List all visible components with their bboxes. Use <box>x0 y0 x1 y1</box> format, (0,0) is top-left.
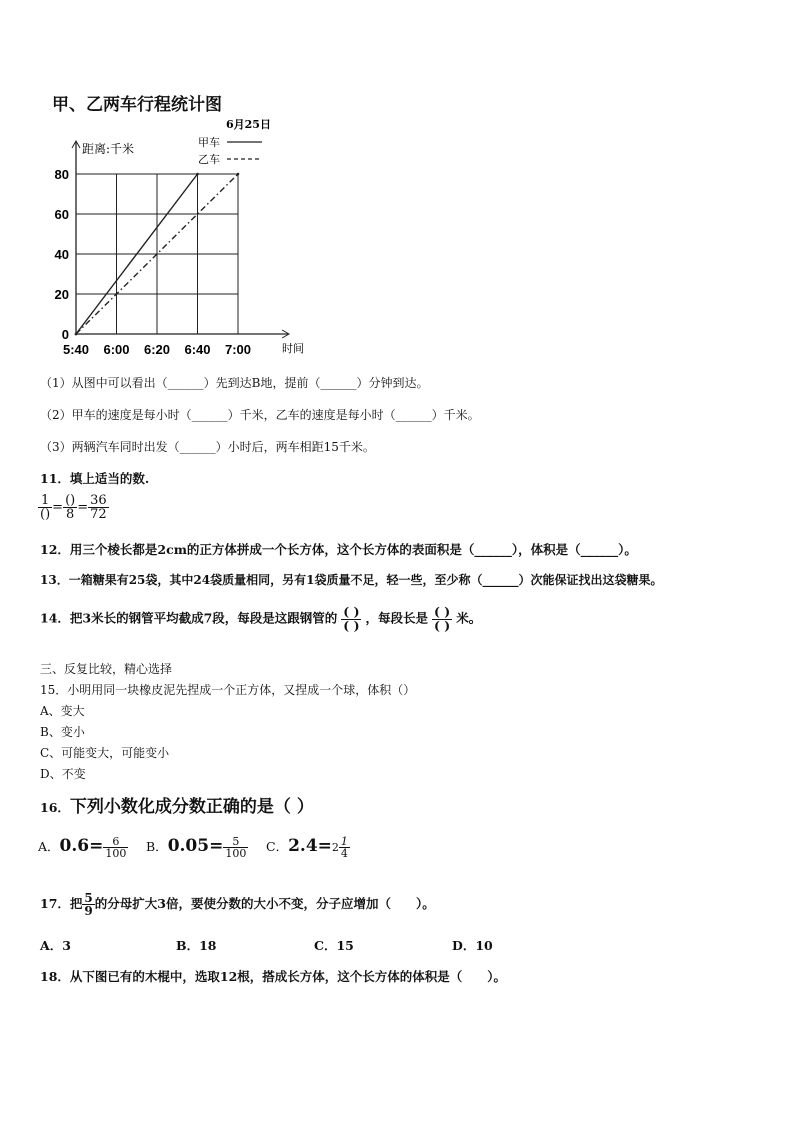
q12-text: 12．用三个棱长都是2cm的正方体拼成一个长方体，这个长方体的表面积是（______），体积是（______）。 <box>40 542 637 557</box>
section3-heading: 三、反复比较，精心选择 <box>40 662 173 676</box>
q16-option-c: C．2.4=2 $\frac{1}{4}$ <box>266 835 348 860</box>
q11-title: 11．填上适当的数. <box>40 471 150 486</box>
q14-text: 14．把3米长的钢管平均截成7段，每段是这跟钢管的 $\frac{( )}{( )}$ ，每段长是 $\frac{( )}{( )}$ 米。 <box>40 604 482 633</box>
q11-fraction-2: $\frac{()}{8}$ <box>65 493 76 522</box>
q10-part1: （1）从图中可以看出（______）先到达B地，提前（______）分钟到达。 <box>40 376 429 390</box>
q14-fraction-blank-2: $\frac{( )}{( )}$ <box>434 604 451 633</box>
legend-label: 乙车 <box>198 153 220 166</box>
q11-fraction-1: $\frac{1}{()}$ <box>40 493 51 522</box>
q17-option-a: A．3 <box>40 938 71 953</box>
q17-stem: 17．把 $\frac{5}{9}$ 的分母扩大3倍，要使分数的大小不变，分子应增加（ ）。 <box>40 891 435 918</box>
y-tick-label: 0 <box>61 327 69 342</box>
q16-option-a: A．0.6= $\frac{6}{100}$ <box>38 835 127 860</box>
q11-fraction-3: $\frac{36}{72}$ <box>90 493 107 522</box>
q17-fraction: $\frac{5}{9}$ <box>84 891 93 918</box>
q16-option-b: B．0.05= $\frac{5}{100}$ <box>146 835 247 860</box>
q15-option-b: B、变小 <box>40 725 85 739</box>
x-tick-label: 6:20 <box>143 342 171 357</box>
x-tick-label: 5:40 <box>62 342 90 357</box>
y-tick-label: 60 <box>54 207 69 222</box>
legend-label: 甲车 <box>198 136 220 149</box>
q10-part3: （3）两辆汽车同时出发（______）小时后，两车相距15千米。 <box>40 440 375 454</box>
data-point <box>237 173 240 176</box>
q11-fractions: $\frac{1}{()}$ = $\frac{()}{8}$ = $\frac{36}{72}$ <box>40 493 107 522</box>
q14-fraction-blank-1: $\frac{( )}{( )}$ <box>343 604 360 633</box>
x-axis-label: 时间 <box>282 342 304 355</box>
chart-title: 甲、乙两车行程统计图 <box>52 95 222 115</box>
y-tick-label: 20 <box>54 287 69 302</box>
chart-date: 6月25日 <box>226 118 271 131</box>
q17-option-c: C．15 <box>314 938 354 953</box>
q17-option-b: B．18 <box>176 938 217 953</box>
x-tick-label: 7:00 <box>224 342 252 357</box>
x-tick-label: 6:00 <box>103 342 130 357</box>
q17-option-d: D．10 <box>452 938 493 953</box>
q15-option-d: D、不变 <box>40 767 86 781</box>
q10-part2: （2）甲车的速度是每小时（______）千米，乙车的速度是每小时（______）千米。 <box>40 408 480 422</box>
q18-text: 18．从下图已有的木棍中，选取12根，搭成长方体，这个长方体的体积是（ ）。 <box>40 969 507 984</box>
y-tick-label: 40 <box>54 247 69 262</box>
x-tick-label: 6:40 <box>184 342 211 357</box>
travel-line-chart <box>40 112 320 362</box>
data-point <box>75 333 78 336</box>
y-tick-label: 80 <box>54 167 69 182</box>
q15-option-c: C、可能变大，可能变小 <box>40 746 170 760</box>
q16-stem: 16．下列小数化成分数正确的是（ ） <box>40 797 314 817</box>
q15-option-a: A、变大 <box>40 704 85 718</box>
data-point <box>196 173 199 176</box>
q13-text: 13．一箱糖果有25袋，其中24袋质量相同，另有1袋质量不足，轻一些，至少称（______）次能保证找出这袋糖果。 <box>40 573 663 587</box>
q15-stem: 15．小明用同一块橡皮泥先捏成一个正方体，又捏成一个球，体积（） <box>40 683 416 697</box>
y-axis-label: 距离:千米 <box>82 142 135 156</box>
